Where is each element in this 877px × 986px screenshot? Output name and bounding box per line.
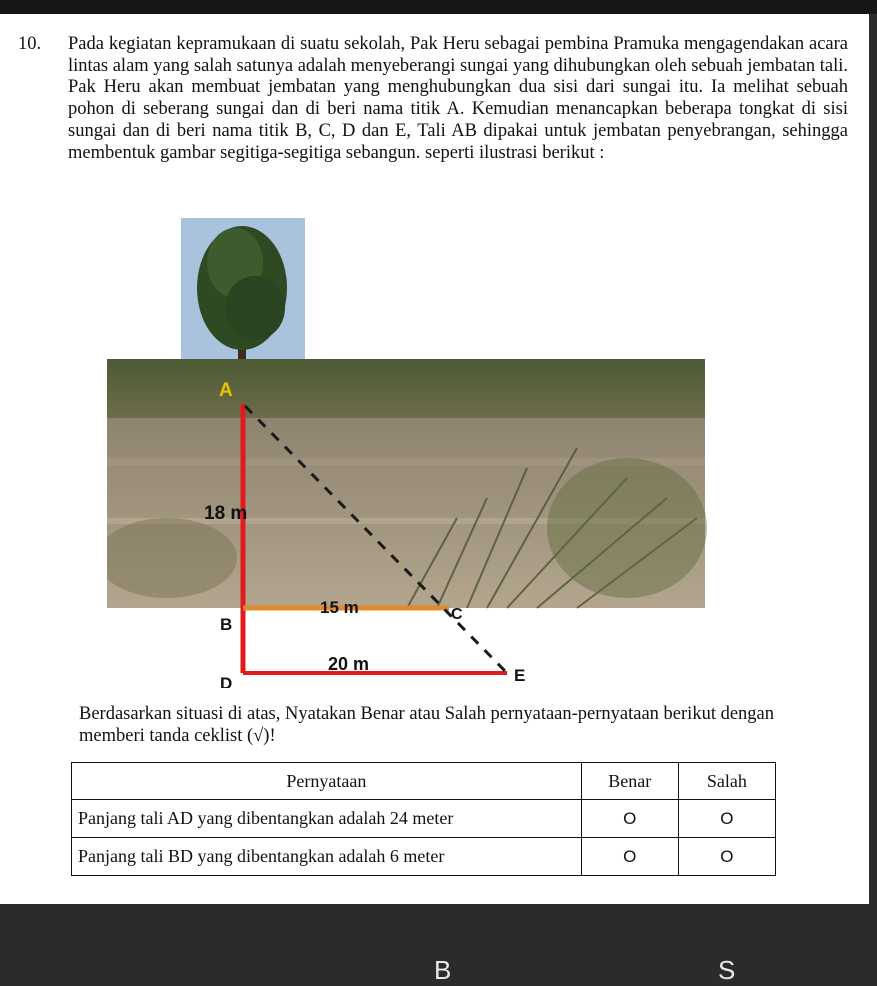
table-row [72,800,776,838]
label-bc: 15 m [320,598,359,617]
label-ab: 18 m [204,503,248,524]
table-header-row [72,763,776,800]
statement-table [71,762,776,876]
point-b-label: B [220,615,233,634]
point-d-label: D [220,674,233,688]
header-false: Salah [678,763,775,800]
header-true: Benar [581,763,678,800]
statement-cell: Panjang tali BD yang dibentangkan adalah 6 meter [72,838,582,876]
point-e-label: E [514,666,526,685]
table-row [72,838,776,876]
question-number: 10. [18,34,42,54]
option-true-radio[interactable]: O [581,800,678,838]
option-false-radio[interactable]: O [678,800,775,838]
river-illustration [107,218,707,688]
point-c-label: C [451,606,463,623]
option-true-radio[interactable]: O [581,838,678,876]
top-bar [0,0,877,14]
option-false-radio[interactable]: O [678,838,775,876]
illustration-svg [107,218,707,688]
answer-b-button[interactable]: B [434,955,452,985]
question-text: Pada kegiatan kepramukaan di suatu sekolah, Pak Heru sebagai pembina Pramuka mengagendakan acara lintas alam yang salah satunya adalah menyeberangi sungai yang dihubungkan oleh sebuah jembatan tali. Pak Heru akan membuat jembatan yang menghubungkan dua sisi dari sungai itu. Ia melihat sebuah pohon di seberang sungai dan di beri nama titik A. Kemudian menancapkan beberapa tongkat di sisi sungai dan di beri nama titik B, C, D dan E, Tali AB dipakai untuk jembatan penyebrangan, sehingga membentuk gambar segitiga-segitiga sebangun. seperti ilustrasi berikut : [68,34,848,163]
answer-s-button[interactable]: S [718,955,736,985]
statement-cell: Panjang tali AD yang dibentangkan adalah 24 meter [72,800,582,838]
header-statement: Pernyataan [72,763,582,800]
label-de: 20 m [328,654,370,674]
question-sheet [0,14,869,904]
instruction-text: Berdasarkan situasi di atas, Nyatakan Benar atau Salah pernyataan-pernyataan berikut dengan memberi tanda ceklist (√)! [79,704,775,746]
point-a-label: A [219,380,233,401]
